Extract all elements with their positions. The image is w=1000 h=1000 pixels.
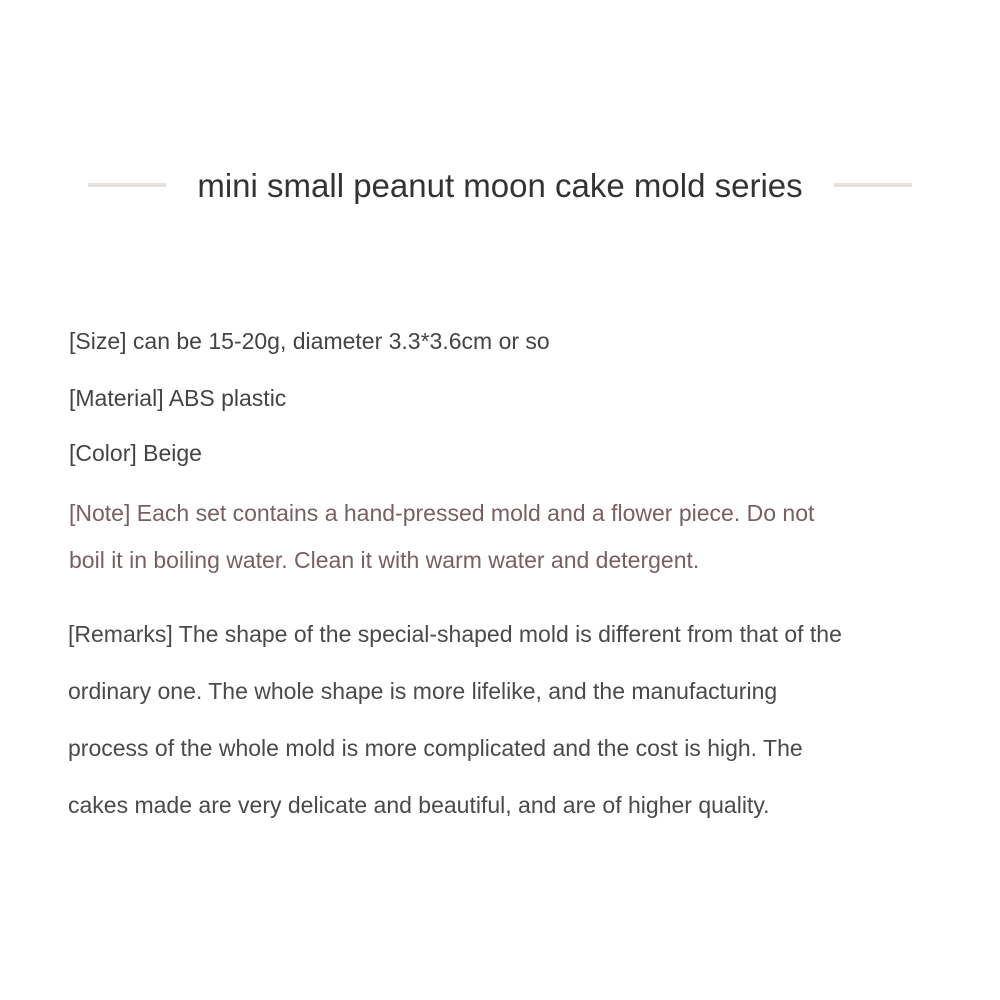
remarks-line-2: ordinary one. The whole shape is more lifelike, and the manufacturing — [68, 678, 778, 704]
title-row — [0, 160, 1000, 212]
title-left-divider — [88, 183, 166, 187]
remarks-line-3: process of the whole mold is more complicated and the cost is high. The — [68, 735, 803, 761]
spec-size: [Size] can be 15-20g, diameter 3.3*3.6cm or so — [69, 328, 550, 354]
remarks-line-1: [Remarks] The shape of the special-shaped mold is different from that of the — [68, 621, 842, 647]
note-line-1: [Note] Each set contains a hand-pressed mold and a flower piece. Do not — [69, 500, 815, 526]
page-title: mini small peanut moon cake mold series — [197, 167, 803, 204]
remarks-line-4: cakes made are very delicate and beautiful, and are of higher quality. — [68, 792, 770, 818]
note-line-2: boil it in boiling water. Clean it with warm water and detergent. — [69, 547, 700, 573]
title-right-divider — [834, 183, 912, 187]
spec-color: [Color] Beige — [69, 440, 202, 466]
spec-material: [Material] ABS plastic — [69, 385, 287, 411]
